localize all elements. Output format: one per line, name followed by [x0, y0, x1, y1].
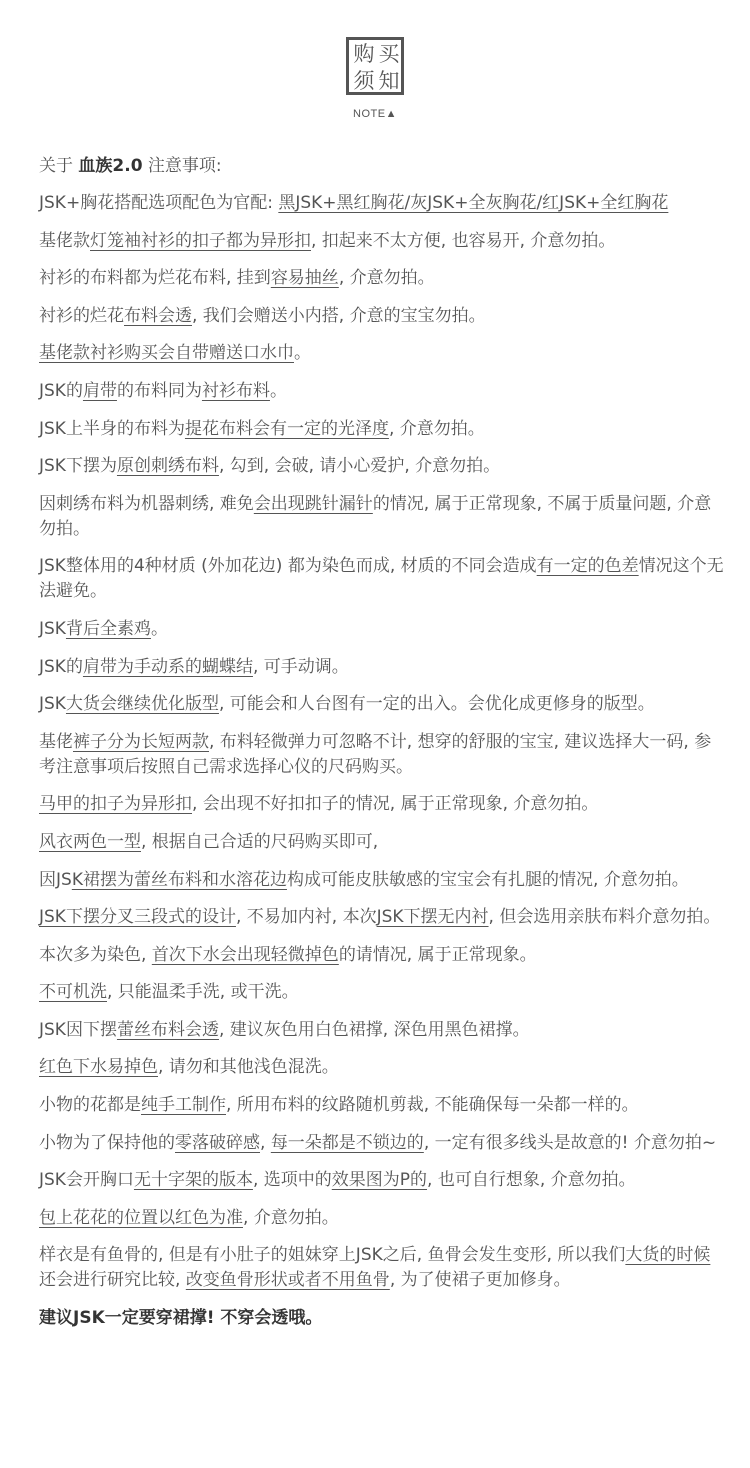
notice-item — [39, 417, 724, 442]
notice-text: , 所用布料的纹路随机剪裁, 不能确保每一朵都一样的。 — [226, 1095, 639, 1116]
notice-text: 衬衫的布料都为烂花布料, 挂到 — [39, 268, 271, 289]
notice-highlight: JSK下摆分叉三段式的设计 — [39, 907, 236, 928]
notice-highlight: 裤子分为长短两款 — [73, 731, 209, 752]
logo-char: 购 — [353, 42, 375, 66]
notice-text: JSK下摆为 — [39, 456, 117, 477]
notice-highlight: 灯笼袖衬衫的扣子都为异形扣 — [90, 230, 311, 251]
notice-highlight: 黑JSK+黑红胸花/灰JSK+全灰胸花/红JSK+全红胸花 — [278, 193, 669, 213]
notice-highlight: 大货会继续优化版型 — [65, 694, 219, 715]
notice-item — [39, 191, 724, 216]
notice-text: 的布料同为 — [116, 380, 202, 401]
notice-text: , 扣起来不太方便, 也容易开, 介意勿拍。 — [311, 230, 616, 251]
notice-text: , 勾到, 会破, 请小心爱护, 介意勿拍。 — [218, 456, 501, 477]
notice-text: , 请勿和其他浅色混洗。 — [158, 1057, 339, 1078]
notice-text: 的请情况, 属于正常现象。 — [338, 944, 537, 965]
notice-text: , 介意勿拍。 — [338, 268, 435, 289]
notice-text: 小物的花都是 — [39, 1095, 141, 1116]
notice-text: 。 — [294, 343, 311, 364]
notice-text: , 为了使裙子更加修身。 — [389, 1270, 571, 1291]
notice-highlight: 零落破碎感 — [175, 1132, 260, 1153]
notice-text: , 一定有很多线头是故意的! 介意勿拍~ — [423, 1132, 717, 1153]
final-note: 建议JSK一定要穿裙撑! 不穿会透哦。 — [39, 1308, 323, 1329]
notice-highlight: K裙摆为蕾丝布料和水溶花边 — [71, 869, 287, 890]
notice-item — [39, 304, 724, 329]
notice-text: , 也可自行想象, 介意勿拍。 — [427, 1170, 636, 1191]
notice-text: JSK因下摆 — [39, 1019, 117, 1040]
notice-text: JSK的 — [39, 656, 83, 677]
notice-text: , 建议灰色用白色裙撑, 深色用黑色裙撑。 — [218, 1019, 530, 1040]
notice-highlight: 会出现跳针漏针 — [253, 493, 373, 514]
notice-item — [39, 229, 724, 254]
notice-text: , 不易加内衬, 本次 — [235, 907, 377, 928]
notice-item — [39, 868, 724, 893]
notice-highlight: JSK下摆无内衬 — [376, 907, 489, 928]
notice-item — [39, 341, 724, 366]
notice-text: , 只能温柔手洗, 或干洗。 — [107, 982, 299, 1003]
notice-text: JSK — [39, 618, 66, 639]
notice-highlight: 纯手工制作 — [141, 1095, 226, 1116]
notice-item — [39, 379, 724, 404]
notice-text: 。 — [150, 618, 168, 639]
notice-list — [39, 191, 724, 1293]
notice-highlight: 原创刺绣布料 — [116, 456, 219, 477]
notice-item — [39, 1131, 724, 1156]
notice-text: , — [260, 1132, 271, 1153]
notice-item — [39, 1168, 724, 1193]
notice-text: , 介意勿拍。 — [388, 418, 485, 439]
notice-item — [39, 943, 724, 968]
notice-highlight: 风衣两色一型 — [39, 831, 141, 852]
notice-text: 衬衫的烂花 — [39, 305, 124, 326]
product-name: 血族2.0 — [78, 156, 143, 176]
notice-highlight: 背后全素鸡 — [65, 618, 151, 639]
notice-item — [39, 554, 724, 604]
notice-highlight: 衬衫布料 — [201, 380, 270, 401]
notice-highlight: 无十字架的版本 — [133, 1170, 253, 1191]
notice-highlight: 提花布料会有一定的光泽度 — [184, 418, 389, 439]
notice-item — [39, 1018, 724, 1043]
notice-text: JSK整体用的4种材质 (外加花边) 都为染色而成, 材质的不同会造成 — [39, 556, 537, 577]
logo-char: 买 — [378, 42, 400, 66]
notice-highlight: 容易抽丝 — [270, 268, 339, 289]
notice-item — [39, 692, 724, 717]
notice-highlight: 效果图为P的 — [331, 1170, 428, 1191]
notice-text: JSK上半身的布料为 — [39, 418, 185, 439]
notice-highlight: 蕾丝布料会透 — [116, 1019, 219, 1040]
notice-text: 情况这个无法避免。 — [39, 556, 724, 602]
notice-highlight: 基佬款衬衫购买会自带赠送口水巾 — [39, 343, 294, 364]
notice-item — [39, 905, 724, 930]
notice-item — [39, 980, 724, 1005]
notice-highlight: 不可机洗 — [39, 982, 107, 1003]
notice-item — [39, 730, 724, 780]
notice-text: JSK的 — [39, 380, 83, 401]
notice-text: JSK+胸花搭配选项配色为官配: — [39, 193, 279, 213]
notice-highlight: 有一定的色差 — [536, 556, 639, 577]
notice-text: , 根据自己合适的尺码购买即可, — [141, 831, 379, 852]
logo-char: 知 — [378, 69, 400, 93]
notice-highlight: 肩带为手动系的蝴蝶结 — [82, 656, 253, 677]
notice-text: 因刺绣布料为机器刺绣, 难免 — [39, 493, 254, 514]
notice-text: , 介意勿拍。 — [243, 1207, 339, 1228]
note-label: NOTE▲ — [353, 108, 397, 120]
notice-text: , 布料轻微弹力可忽略不计, 想穿的舒服的宝宝, 建议选择大一码, 参考注意事项后按照自己需求选择心仪的尺码购买。 — [39, 731, 712, 777]
notice-text: , 我们会赠送小内搭, 介意的宝宝勿拍。 — [192, 305, 486, 326]
intro-prefix: 关于 — [39, 156, 79, 176]
notice-text: , 可手动调。 — [252, 656, 349, 677]
purchase-notice-logo — [346, 37, 404, 95]
notice-highlight: 红色下水易掉色 — [39, 1057, 158, 1078]
notice-item — [39, 492, 724, 542]
notice-item — [39, 266, 724, 291]
notice-item — [39, 1206, 724, 1231]
notice-item — [39, 1243, 724, 1293]
header — [0, 37, 750, 120]
notice-highlight: 大货的时候 — [625, 1245, 711, 1266]
notice-text: , 但会选用亲肤布料介意勿拍。 — [488, 907, 721, 928]
notice-text: JSK — [39, 694, 66, 715]
notice-text: JSK会开胸口 — [39, 1170, 134, 1191]
notice-text: 基佬 — [39, 731, 73, 752]
notice-text: , 可能会和人台图有一定的出入。会优化成更修身的版型。 — [218, 694, 655, 715]
notice-highlight: 马甲的扣子为异形扣 — [39, 794, 192, 815]
notice-content — [39, 154, 724, 1344]
notice-item — [39, 617, 724, 642]
notice-highlight: 肩带 — [82, 380, 117, 401]
notice-text: , 会出现不好扣扣子的情况, 属于正常现象, 介意勿拍。 — [192, 794, 599, 815]
notice-highlight: 首次下水会出现轻微掉色 — [151, 944, 339, 965]
notice-text: 。 — [269, 380, 287, 401]
notice-text: 构成可能皮肤敏感的宝宝会有扎腿的情况, 介意勿拍。 — [286, 869, 689, 890]
notice-item — [39, 830, 724, 855]
notice-highlight: 改变鱼骨形状或者不用鱼骨 — [185, 1270, 390, 1291]
notice-text: , 选项中的 — [252, 1170, 332, 1191]
intro-suffix: 注意事项: — [142, 156, 222, 176]
notice-text: 小物为了保持他的 — [39, 1132, 175, 1153]
notice-text: 样衣是有鱼骨的, 但是有小肚子的姐妹穿上JSK之后, 鱼骨会发生变形, 所以我们 — [39, 1245, 626, 1266]
intro-line — [39, 154, 724, 179]
notice-text: 还会进行研究比较, — [39, 1270, 186, 1291]
notice-item — [39, 655, 724, 680]
notice-highlight: 布料会透 — [124, 305, 192, 326]
notice-item — [39, 1055, 724, 1080]
notice-highlight: 每一朵都是不锁边的 — [270, 1132, 424, 1153]
notice-item — [39, 1093, 724, 1118]
notice-highlight: 包上花花的位置以红色为准 — [39, 1207, 243, 1228]
notice-item — [39, 792, 724, 817]
logo-char: 须 — [353, 69, 375, 93]
notice-text: 的情况, 属于正常现象, 不属于质量问题, 介意勿拍。 — [39, 493, 712, 539]
notice-text: 基佬款 — [39, 230, 90, 251]
notice-item — [39, 454, 724, 479]
notice-text: 因JS — [39, 869, 72, 890]
notice-text: 本次多为染色, — [39, 944, 152, 965]
